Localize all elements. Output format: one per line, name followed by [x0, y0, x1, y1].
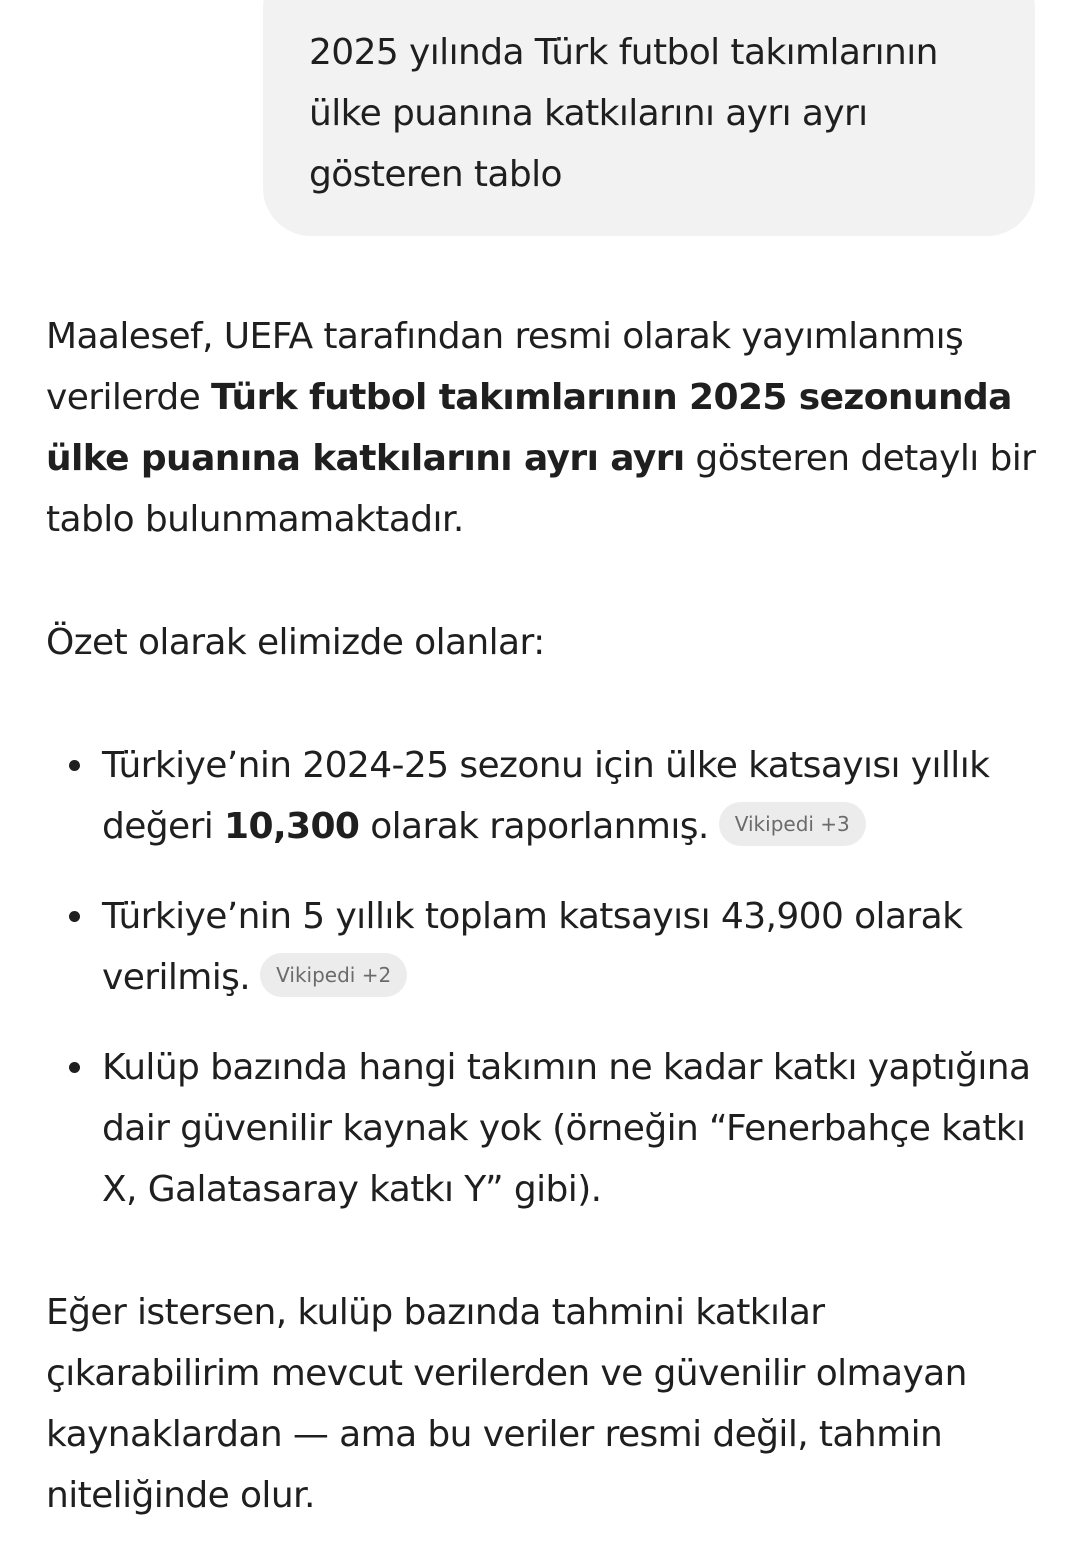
bullet-list [46, 735, 1046, 1220]
bullet-dot-icon [69, 760, 80, 771]
summary-heading: Özet olarak elimizde olanlar: [46, 622, 545, 663]
user-message-line: 2025 yılında Türk futbol takımlarının [309, 32, 938, 73]
intro-paragraph [46, 306, 1046, 550]
source-chip-vikipedi[interactable]: Vikipedi +3 [719, 802, 866, 846]
intro-bold-text: Türk futbol takımlarının 2025 sezonunda ülke puanına katkılarını ayrı ayrı [46, 377, 1012, 479]
list-item [46, 886, 1046, 1008]
bullet-text: Türkiye’nin 2024-25 sezonu için ülke katsayısı yıllık değeri [102, 745, 990, 847]
source-chip-vikipedi[interactable]: Vikipedi +2 [260, 953, 407, 997]
bullet-dot-icon [69, 911, 80, 922]
intro-text: Maalesef, UEFA tarafından resmi olarak yayımlanmış verilerde [46, 316, 964, 418]
list-item [46, 1037, 1046, 1220]
closing-paragraph: Eğer istersen, kulüp bazında tahmini katkılar çıkarabilirim mevcut verilerden ve güvenilir olmayan kaynaklardan — ama bu veriler resmi değil, tahmin niteliğinde olur. [46, 1292, 967, 1516]
bullet-text: Türkiye’nin 5 yıllık toplam katsayısı 43,900 olarak verilmiş. [102, 896, 963, 998]
intro-text-end: gösteren detaylı bir tablo bulunmamaktadır. [46, 438, 1036, 540]
bullet-bold-value: 10,300 [224, 806, 360, 847]
bullet-text: Kulüp bazında hangi takımın ne kadar katkı yaptığına dair güvenilir kaynak yok (örneğin “Fenerbahçe katkı X, Galatasaray katkı Y” gibi). [102, 1047, 1031, 1210]
list-item [46, 735, 1046, 857]
user-message-line: ülke puanına katkılarını ayrı ayrı [309, 93, 868, 134]
user-message-line: gösteren tablo [309, 154, 562, 195]
user-message-bubble [263, 0, 1035, 236]
assistant-answer [46, 306, 1046, 1526]
bullet-text-end: olarak raporlanmış. [359, 806, 709, 847]
bullet-dot-icon [69, 1062, 80, 1073]
